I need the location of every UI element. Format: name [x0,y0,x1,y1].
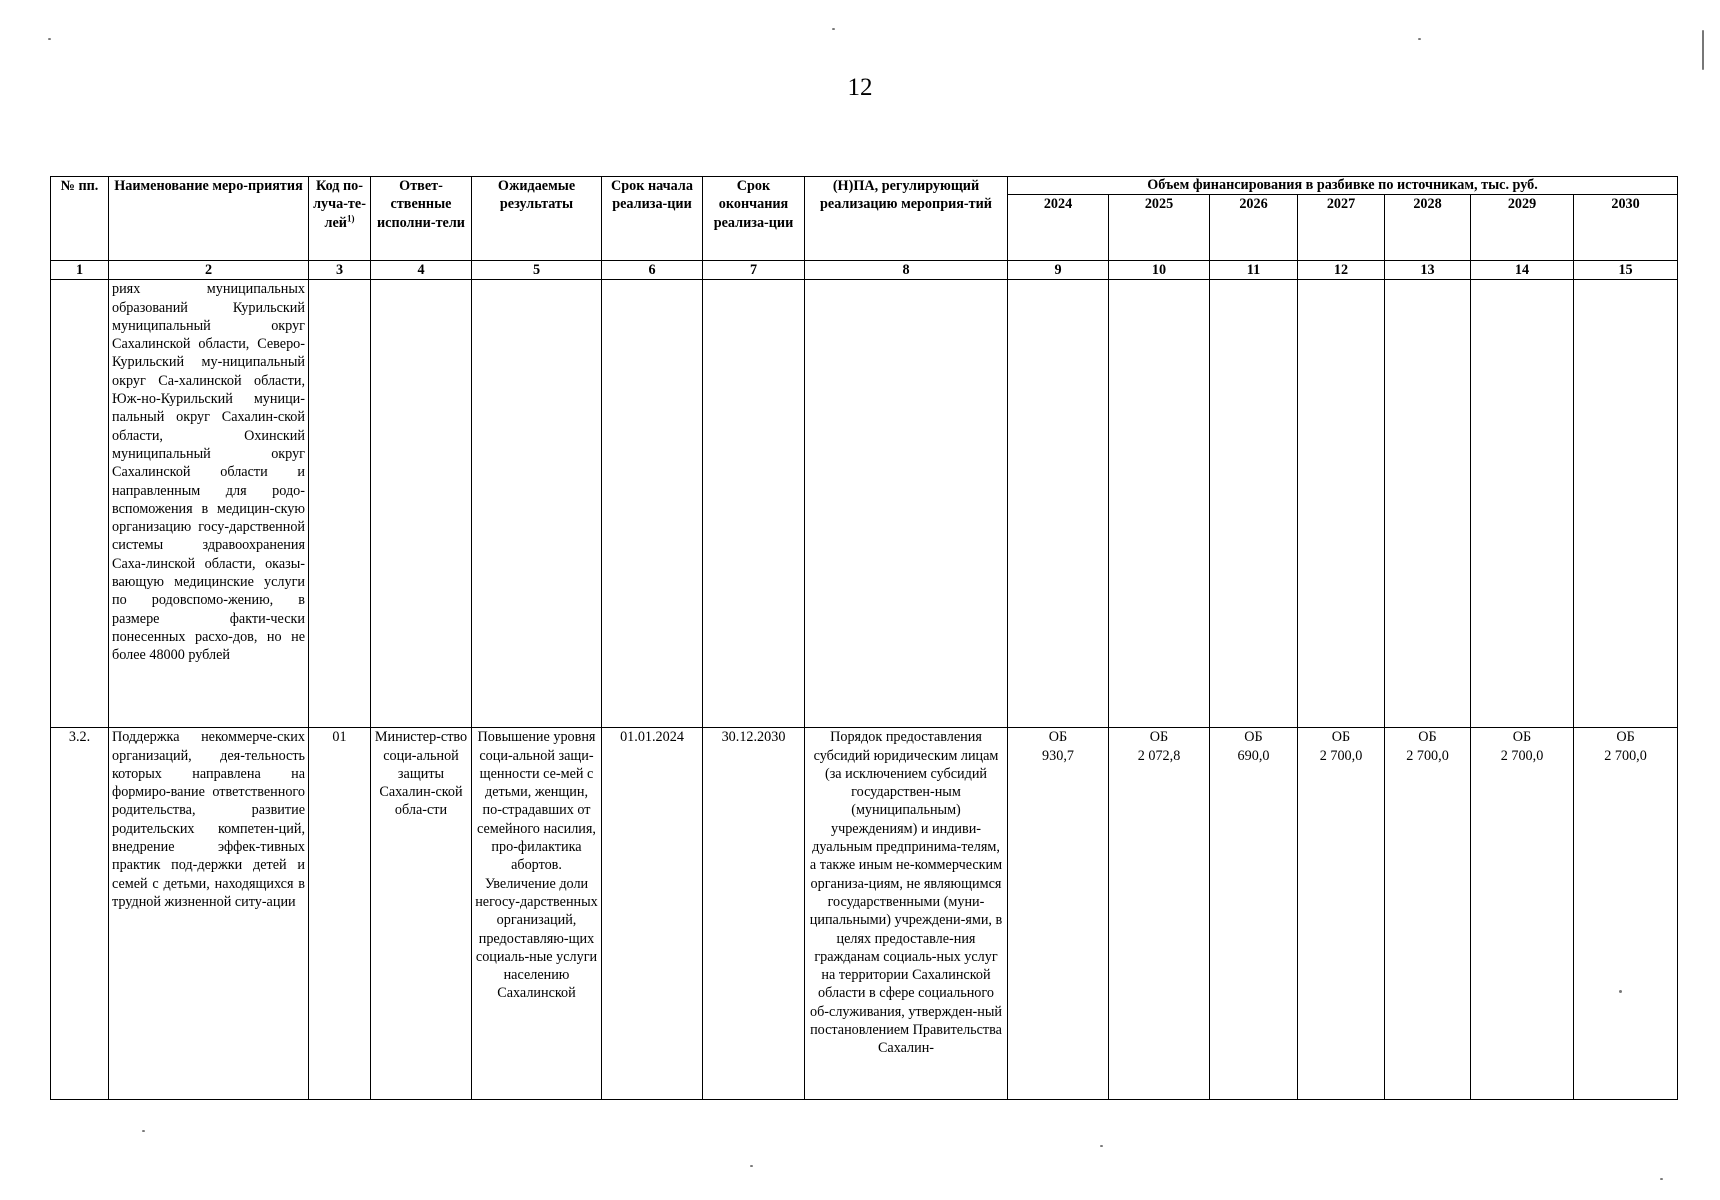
header-npa: (Н)ПА, регулирующий реализацию мероприя-тий [805,177,1008,261]
funding-amount: 2 700,0 [1500,747,1544,764]
column-number-row [51,261,1678,280]
funding-source: ОБ [1149,729,1169,746]
funding-source: ОБ [1048,729,1068,746]
scan-speck [48,38,51,40]
column-number: 7 [703,261,805,280]
row-funding [1298,728,1385,1100]
header-year: 2024 [1008,195,1109,261]
funding-source: ОБ [1512,729,1532,746]
column-number: 2 [109,261,309,280]
row-code: 01 [309,728,371,1100]
row-funding [1574,280,1678,728]
row-funding [1574,728,1678,1100]
row-num: 3.2. [51,728,109,1100]
funding-source: ОБ [1331,729,1351,746]
column-number: 12 [1298,261,1385,280]
header-code [309,177,371,261]
header-start: Срок начала реализа-ции [602,177,703,261]
row-npa [805,280,1008,728]
header-year: 2027 [1298,195,1385,261]
funding-amount: 2 072,8 [1137,747,1181,764]
column-number: 5 [472,261,602,280]
scan-speck [1100,1145,1103,1147]
column-number: 3 [309,261,371,280]
header-executors: Ответ-ственные исполни-тели [371,177,472,261]
column-number: 9 [1008,261,1109,280]
header-year: 2028 [1385,195,1471,261]
row-funding [1385,280,1471,728]
scan-speck [750,1165,753,1167]
funding-source: ОБ [1616,729,1635,746]
row-funding [1385,728,1471,1100]
funding-amount: 690,0 [1237,747,1270,764]
row-funding [1008,280,1109,728]
header-code-label: Код по-луча-те-лей [313,178,366,231]
header-end: Срок окончания реализа-ции [703,177,805,261]
row-name: Поддержка некоммерче-ских организаций, дея-тельность которых направлена на формиро-вание ответственного родительства, развитие родительских компетен-ций, внедрение эффек-тивных практик под-держки детей и семей с детьми, находящихся в трудной жизненной ситу-ации [109,728,309,1100]
column-number: 1 [51,261,109,280]
header-name: Наименование меро-приятия [109,177,309,261]
scan-speck [1619,990,1622,993]
row-funding [1210,280,1298,728]
scan-speck [1418,38,1421,40]
row-funding [1109,728,1210,1100]
funding-amount: 2 700,0 [1604,747,1647,764]
column-number: 4 [371,261,472,280]
row-code [309,280,371,728]
header-year: 2025 [1109,195,1210,261]
funding-amount: 2 700,0 [1406,747,1449,764]
header-num: № пп. [51,177,109,261]
row-executors: Министер-ство соци-альной защиты Сахалин-ской обла-сти [371,728,472,1100]
funding-source: ОБ [1244,729,1263,746]
header-financing: Объем финансирования в разбивке по источникам, тыс. руб. [1008,177,1678,195]
header-year: 2029 [1471,195,1574,261]
table-header-row [51,177,1678,195]
header-code-footnote: 1) [346,212,355,223]
scan-speck [1660,1178,1663,1180]
row-funding [1109,280,1210,728]
funding-amount: 930,7 [1042,747,1074,764]
scan-speck [142,1130,145,1132]
funding-source: ОБ [1418,729,1437,746]
row-npa: Порядок предоставления субсидий юридическим лицам (за исключением субсидий государствен-ным (муниципальным) учреждениям) и индиви-дуальным предпринима-телям, а также иным не-коммерческим организа-циям, не являющимся государственными (муни-ципальными) учреждени-ями, в целях предоставле-ния гражданам социаль-ных услуг на территории Сахалинской области в сфере социального об-служивания, утвержден-ный постановлением Правительства Сахалин- [805,728,1008,1100]
row-start: 01.01.2024 [602,728,703,1100]
row-name: риях муниципальных образований Курильский муниципальный округ Сахалинской области, Северо-Курильский му-ниципальный округ Са-халинской области, Юж-но-Курильский муници-пальный округ Сахалин-ской области, Охинский муниципальный округ Сахалинской области и направленным для родо-вспоможения в медицин-скую организацию госу-дарственной системы здравоохранения Саха-линской области, оказы-вающую медицинские услуги по родовспомо-жению, в размере факти-чески понесенных расхо-дов, но не более 48000 рублей [109,280,309,728]
column-number: 6 [602,261,703,280]
row-start [602,280,703,728]
column-number: 10 [1109,261,1210,280]
program-table [50,176,1678,1100]
row-funding [1210,728,1298,1100]
row-num [51,280,109,728]
table-row-3-2 [51,728,1678,1100]
header-results: Ожидаемые результаты [472,177,602,261]
row-funding [1471,280,1574,728]
row-end: 30.12.2030 [703,728,805,1100]
row-executors [371,280,472,728]
row-funding [1298,280,1385,728]
table-row-continuation [51,280,1678,728]
column-number: 14 [1471,261,1574,280]
row-results: Повышение уровня соци-альной защи-щенности се-мей с детьми, женщин, по-страдавших от семейного насилия, про-филактика абортов. Увеличение доли негосу-дарственных организаций, предоставляю-щих социаль-ные услуги населению Сахалинской [472,728,602,1100]
header-year: 2026 [1210,195,1298,261]
column-number: 8 [805,261,1008,280]
scan-speck [1702,30,1704,70]
header-year: 2030 [1574,195,1678,261]
column-number: 11 [1210,261,1298,280]
row-funding [1008,728,1109,1100]
row-funding [1471,728,1574,1100]
scan-speck [832,28,835,30]
column-number: 15 [1574,261,1678,280]
funding-amount: 2 700,0 [1319,747,1363,764]
row-results [472,280,602,728]
column-number: 13 [1385,261,1471,280]
row-end [703,280,805,728]
page-number: 12 [847,74,873,101]
